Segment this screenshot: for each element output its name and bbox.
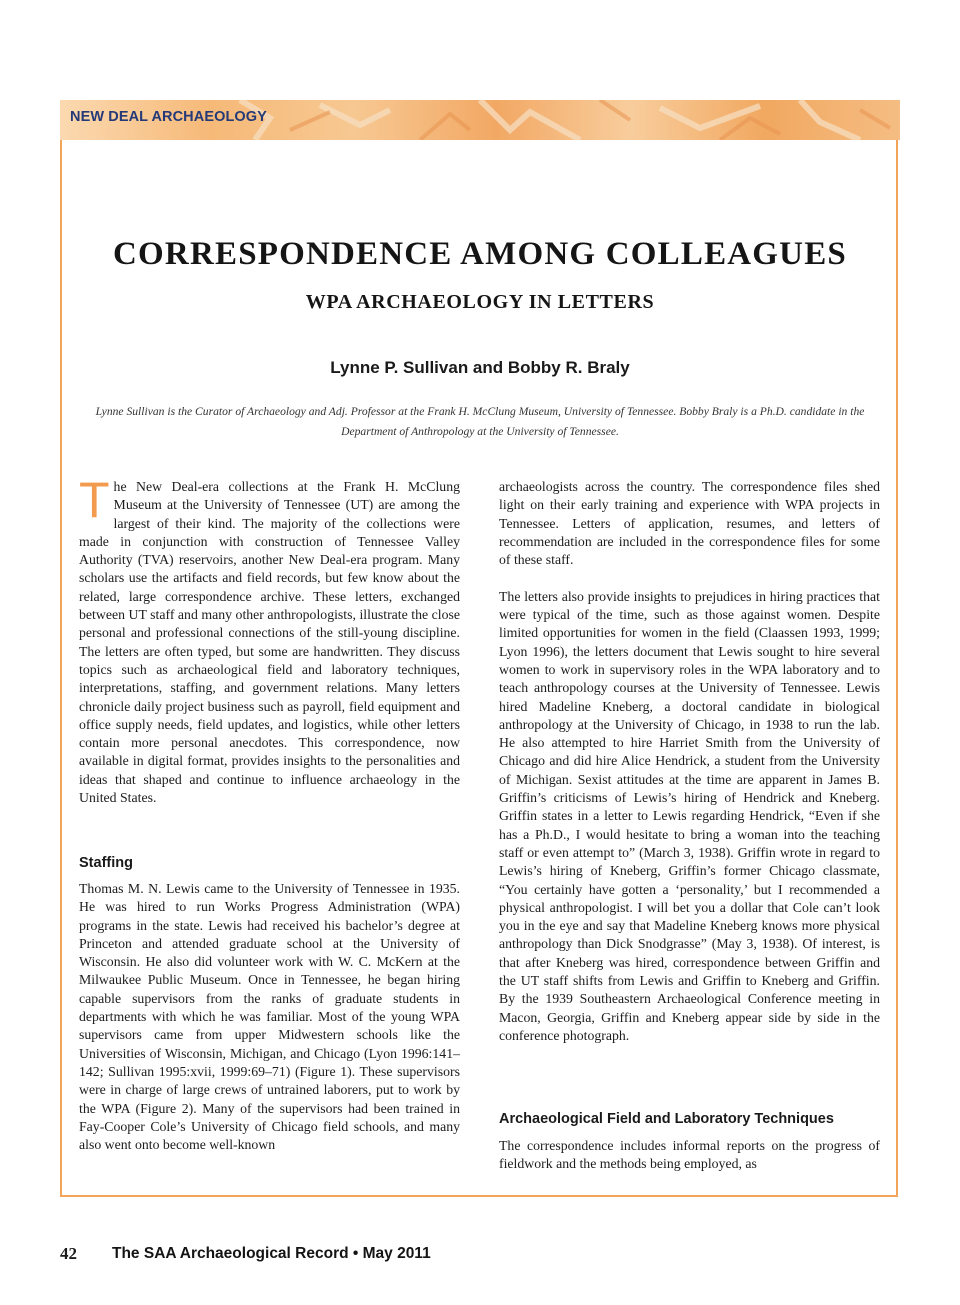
author-line: Lynne P. Sullivan and Bobby R. Braly bbox=[330, 358, 630, 377]
intro-paragraph bbox=[79, 472, 460, 807]
heading-staffing: Staffing bbox=[79, 855, 133, 871]
right-column bbox=[499, 478, 880, 1045]
techniques-paragraph: The correspondence includes informal reports on the progress of fieldwork and the methods being employed, as bbox=[499, 1138, 880, 1172]
article-subtitle: WPA ARCHAEOLOGY IN LETTERS bbox=[305, 291, 655, 313]
author-affiliation: Lynne Sullivan is the Curator of Archaeology and Adj. Professor at the Frank H. McClung Museum, University of Tennessee. Bobby Braly is a Ph.D. candidate in the Department of Anthropology at the University of Tennessee. bbox=[95, 405, 865, 438]
left-column bbox=[79, 472, 460, 807]
right-paragraph-1: archaeologists across the country. The correspondence files shed light on their early training and experience with WPA projects in Tennessee. Letters of application, resumes, and letters of recommendation are included in the correspondence files for some of these staff. bbox=[499, 479, 880, 568]
drop-cap: T bbox=[79, 472, 110, 528]
page-number: 42 bbox=[60, 1244, 77, 1263]
heading-techniques: Archaeological Field and Laboratory Techniques bbox=[499, 1111, 834, 1127]
intro-text: he New Deal-era collections at the Frank H. McClung Museum at the University of Tennessee (UT) are among the largest of their kind. The majority of the collections were made in conjunction with construction of Tennessee Valley Authority (TVA) reservoirs, another New Deal-era program. Many scholars use the artifacts and field records, but few know about the related, large correspondence archive. These letters, exchanged between UT staff and many other anthropologists, illustrate the close personal and professional connections of the still-young discipline. The letters are often typed, but some are handwritten. They discuss topics such as archaeological field and laboratory techniques, interpretations, staffing, and government relations. Many letters chronicle daily project business such as payroll, field equipment and office supply needs, field updates, and logistics, while other letters contain more personal anecdotes. This correspondence, now available in digital format, provides insights to the personalities and ideas that shaped and continue to influence archaeology in the United States. bbox=[79, 479, 460, 806]
left-column-staffing bbox=[79, 880, 460, 1154]
right-column-techniques bbox=[499, 1137, 880, 1174]
section-label: NEW DEAL ARCHAEOLOGY bbox=[70, 109, 267, 125]
article-title: CORRESPONDENCE AMONG COLLEAGUES bbox=[113, 236, 847, 272]
journal-citation: The SAA Archaeological Record • May 2011 bbox=[112, 1245, 431, 1262]
page-footer bbox=[60, 1244, 900, 1266]
section-banner bbox=[60, 100, 900, 140]
staffing-paragraph: Thomas M. N. Lewis came to the University of Tennessee in 1935. He was hired to run Works Progress Administration (WPA) programs in the state. Lewis had received his bachelor’s degree at Princeton and attended graduate school at the University of Wisconsin. He also did volunteer work with W. C. McKern at the Milwaukee Public Museum. Once in Tennessee, he began hiring capable supervisors from the ranks of graduate students in departments with which he was familiar. Most of the young WPA supervisors came from upper Midwestern schools like the Universities of Wisconsin, Michigan, and Chicago (Lyon 1996:141–142; Sullivan 1995:xvii, 1999:69–71) (Figure 1). These supervisors were in charge of large crews of untrained laborers, put to work by the WPA (Figure 2). Many of the supervisors had been trained in Fay-Cooper Cole’s University of Chicago field schools, and many also went onto become well-known bbox=[79, 881, 460, 1153]
right-paragraph-2: The letters also provide insights to prejudices in hiring practices that were typical of the time, such as those against women. Despite limited opportunities for women in the field (Claassen 1993, 1999; Lyon 1996), the letters document that Lewis sought to hire several women to work in supervisory roles in the WPA laboratory and to teach anthropology courses at the University of Tennessee. Lewis hired Madeline Kneberg, a doctoral candidate in biological anthropology at the University of Chicago, in 1938 to run the lab. He also attempted to hire Harriet Smith from the University of Chicago and did hire Alice Hendrick, a student from the University of Michigan. Sexist attitudes at the time are apparent in James B. Griffin’s criticisms of Lewis’s hiring of Hendrick and Kneberg. Griffin states in a letter to Lewis regarding Hendrick, “Even if she has a Ph.D., I would hesitate to bring a woman into the teaching staff or even attempt to” (March 3, 1938). Griffin wrote in regard to Lewis’s hiring of Kneberg, Griffin’s former Chicago classmate, “You certainly have gotten a ‘personality,’ but I recommended a physical anthropologist. I will bet you a dollar that Cole can’t look you in the eye and say that Madeline Kneberg knows more physical anthropology than Dick Snodgrasse” (May 3, 1938). Of interest, is that after Kneberg was hired, correspondence between Griffin and the UT staff shifts from Lewis and Griffin to Kneberg and Griffin. By the 1939 Southeastern Archaeological Conference meeting in Macon, Georgia, Griffin and Kneberg appear side by side in the conference photograph. bbox=[499, 588, 880, 1043]
